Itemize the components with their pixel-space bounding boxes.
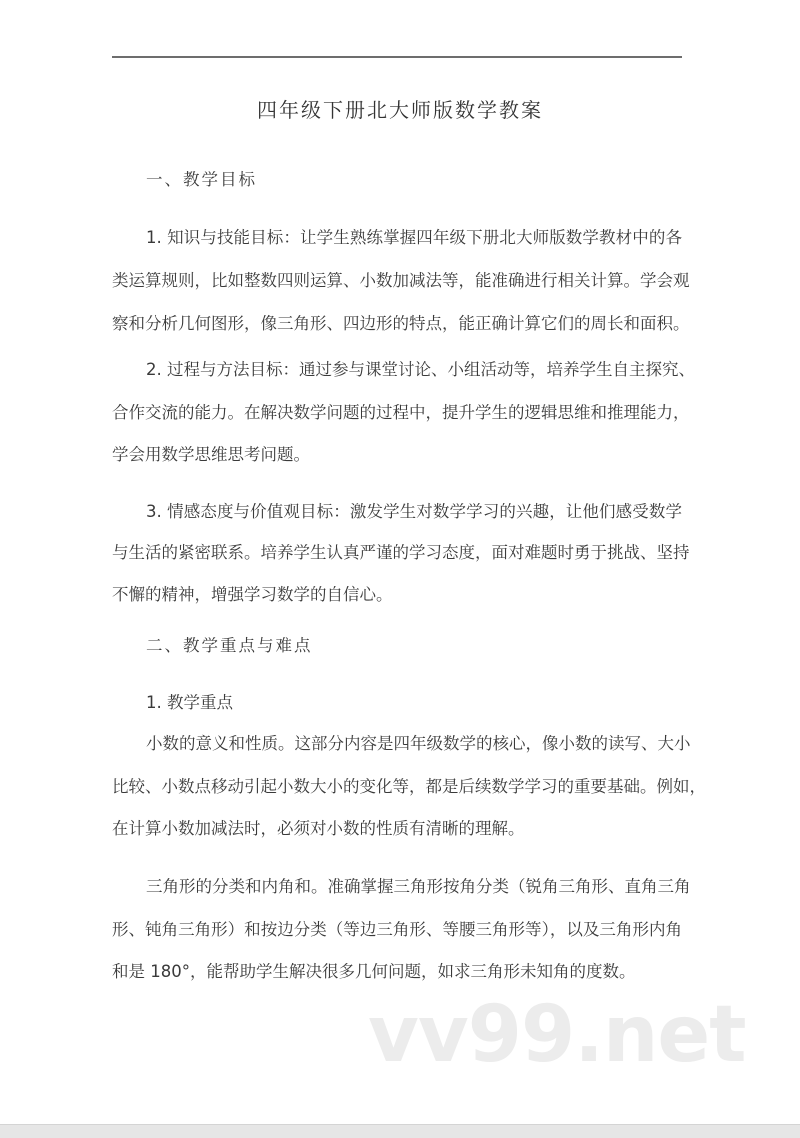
document-title: 四年级下册北大师版数学教案 <box>257 98 543 122</box>
page-bottom-edge <box>0 1124 800 1138</box>
paragraph-5-line: 三角形的分类和内角和。准确掌握三角形按角分类（锐角三角形、直角三角 <box>146 877 691 896</box>
paragraph-1-line: 类运算规则，比如整数四则运算、小数加减法等，能准确进行相关计算。学会观 <box>112 271 690 290</box>
paragraph-3-line: 3. 情感态度与价值观目标：激发学生对数学学习的兴趣，让他们感受数学 <box>146 502 682 521</box>
paragraph-2-line: 合作交流的能力。在解决数学问题的过程中，提升学生的逻辑思维和推理能力， <box>112 403 690 422</box>
paragraph-2-line: 2. 过程与方法目标：通过参与课堂讨论、小组活动等，培养学生自主探究、 <box>146 360 695 379</box>
paragraph-2-line: 学会用数学思维思考问题。 <box>112 445 310 464</box>
paragraph-4-line: 在计算小数加减法时，必须对小数的性质有清晰的理解。 <box>112 819 525 838</box>
watermark: vv99.net <box>368 990 746 1080</box>
paragraph-3-line: 与生活的紧密联系。培养学生认真严谨的学习态度，面对难题时勇于挑战、坚持 <box>112 543 690 562</box>
subheading-teaching-focus: 1. 教学重点 <box>146 693 233 712</box>
paragraph-1-line: 1. 知识与技能目标：让学生熟练掌握四年级下册北大师版数学教材中的各 <box>146 228 682 247</box>
section-heading-1: 一、教学目标 <box>146 170 257 189</box>
paragraph-5-line: 形、钝角三角形）和按边分类（等边三角形、等腰三角形等），以及三角形内角 <box>112 920 682 939</box>
paragraph-4-line: 比较、小数点移动引起小数大小的变化等，都是后续数学学习的重要基础。例如， <box>112 777 706 796</box>
paragraph-4-line: 小数的意义和性质。这部分内容是四年级数学的核心，像小数的读写、大小 <box>146 734 691 753</box>
paragraph-1-line: 察和分析几何图形，像三角形、四边形的特点，能正确计算它们的周长和面积。 <box>112 314 690 333</box>
header-rule <box>112 56 682 58</box>
section-heading-2: 二、教学重点与难点 <box>146 636 313 655</box>
paragraph-5-line: 和是 180°，能帮助学生解决很多几何问题，如求三角形未知角的度数。 <box>112 962 636 981</box>
paragraph-3-line: 不懈的精神，增强学习数学的自信心。 <box>112 585 393 604</box>
